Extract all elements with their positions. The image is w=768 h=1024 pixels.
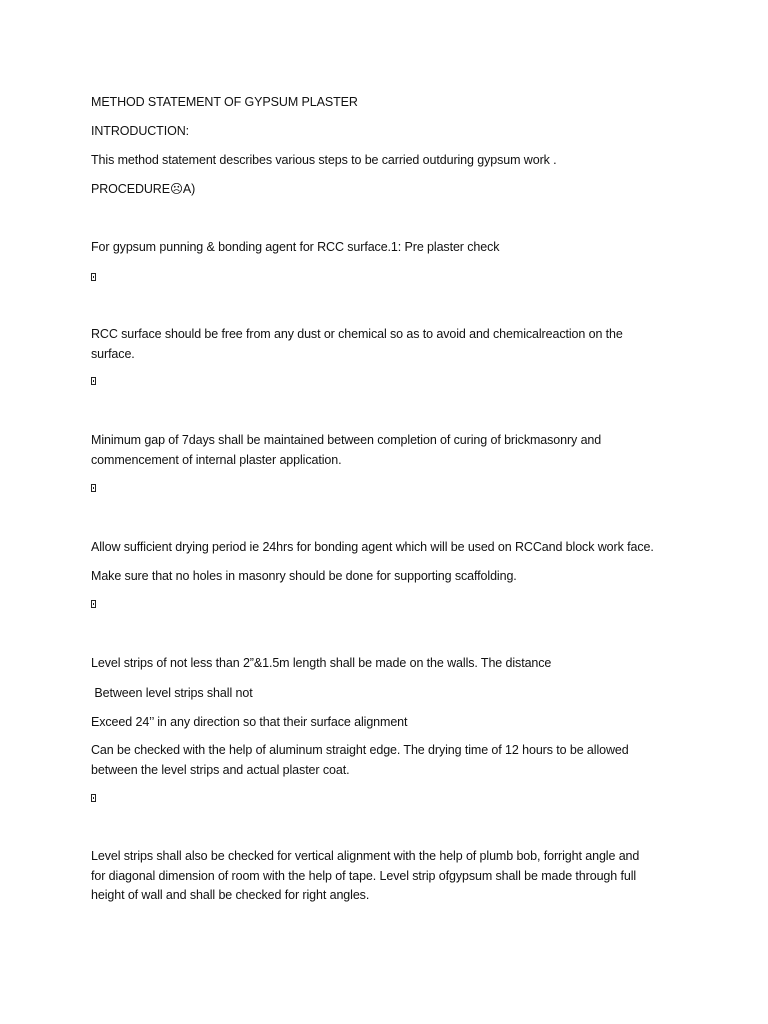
procedure-heading: PROCEDURE☹A) (91, 182, 196, 196)
introduction-text: This method statement describes various steps to be carried outduring gypsum work . (91, 153, 557, 167)
introduction-heading: INTRODUCTION: (91, 124, 189, 138)
paragraph-scaffolding: Make sure that no holes in masonry should be done for supporting scaffolding. (91, 569, 517, 583)
paragraph-drying-period: Allow sufficient drying period ie 24hrs for bonding agent which will be used on RCCand block work face. (91, 540, 654, 554)
missing-glyph-icon (91, 484, 96, 492)
paragraph-level-strips: Level strips of not less than 2”&1.5m length shall be made on the walls. The distance (91, 656, 552, 670)
missing-glyph-icon (91, 600, 96, 608)
paragraph-straight-edge: Can be checked with the help of aluminum straight edge. The drying time of 12 hours to be allowed between the level strips and actual plaster coat. (91, 743, 629, 777)
paragraph-between-level-strips: Between level strips shall not (91, 686, 253, 700)
paragraph-exceed: Exceed 24’’ in any direction so that their surface alignment (91, 715, 408, 729)
paragraph-rcc-surface: RCC surface should be free from any dust or chemical so as to avoid and chemicalreaction on the surface. (91, 327, 623, 361)
document-title: METHOD STATEMENT OF GYPSUM PLASTER (91, 95, 358, 109)
paragraph-minimum-gap: Minimum gap of 7days shall be maintained between completion of curing of brickmasonry and commencement of internal plaster application. (91, 433, 602, 467)
paragraph-pre-plaster-check: For gypsum punning & bonding agent for RCC surface.1: Pre plaster check (91, 240, 500, 254)
missing-glyph-icon (91, 794, 96, 802)
missing-glyph-icon (91, 377, 96, 385)
missing-glyph-icon (91, 273, 96, 281)
paragraph-vertical-alignment: Level strips shall also be checked for vertical alignment with the help of plumb bob, forright angle and for diagonal dimension of room with the help of tape. Level strip ofgypsum shall be made through full height of wall and shall be checked for right angles. (91, 849, 640, 902)
